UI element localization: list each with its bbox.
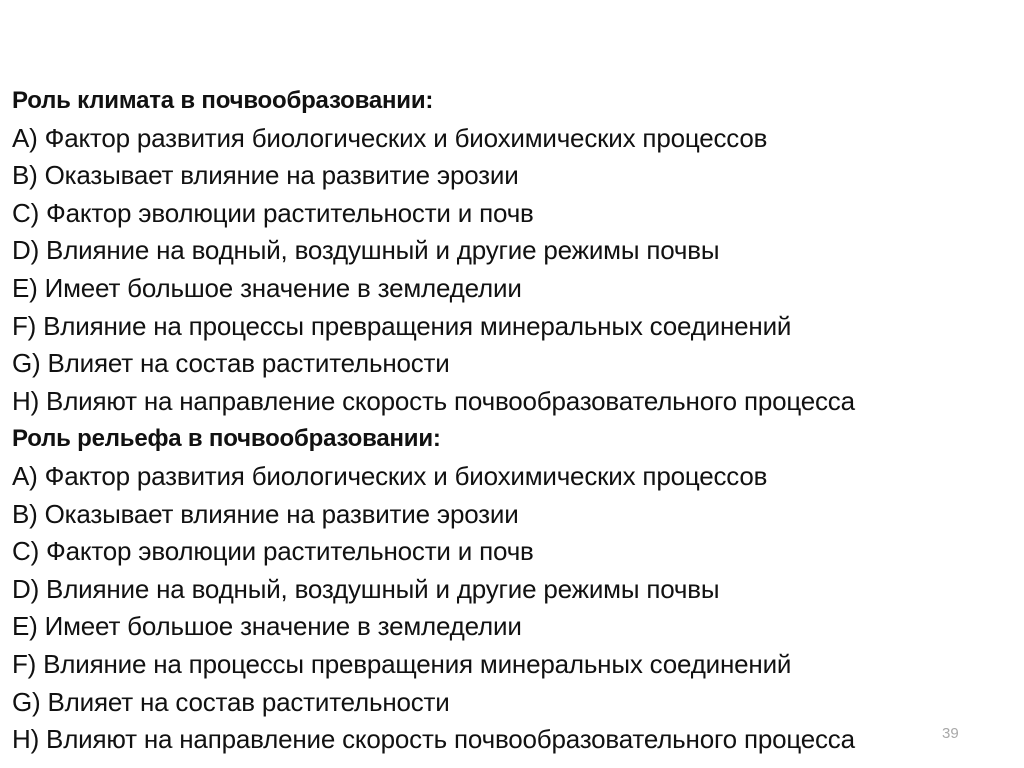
option-g: G) Влияет на состав растительности (12, 348, 450, 379)
page-number: 39 (942, 725, 959, 742)
section-relief (12, 420, 1012, 758)
option-b: B) Оказывает влияние на развитие эрозии (12, 160, 519, 191)
section-heading: Роль климата в почвообразовании: (12, 87, 434, 114)
section-heading: Роль рельефа в почвообразовании: (12, 425, 441, 453)
option-b: B) Оказывает влияние на развитие эрозии (12, 498, 519, 529)
option-e: E) Имеет большое значение в земледелии (12, 272, 522, 303)
option-f: F) Влияние на процессы превращения минеральных соединений (12, 648, 792, 679)
option-a: A) Фактор развития биологических и биохимических процессов (12, 122, 768, 153)
option-d: D) Влияние на водный, воздушный и другие режимы почвы (12, 573, 720, 604)
option-a: A) Фактор развития биологических и биохимических процессов (12, 460, 768, 491)
option-g: G) Влияет на состав растительности (12, 686, 450, 717)
option-e: E) Имеет большое значение в земледелии (12, 611, 522, 642)
option-c: C) Фактор эволюции растительности и почв (12, 197, 534, 228)
option-h: H) Влияют на направление скорость почвообразовательного процесса (12, 385, 855, 416)
section-climate (12, 82, 1012, 420)
option-c: C) Фактор эволюции растительности и почв (12, 536, 534, 567)
option-f: F) Влияние на процессы превращения минеральных соединений (12, 310, 792, 341)
option-d: D) Влияние на водный, воздушный и другие режимы почвы (12, 235, 720, 266)
slide-content (12, 82, 1012, 759)
option-h: H) Влияют на направление скорость почвообразовательного процесса (12, 724, 855, 755)
